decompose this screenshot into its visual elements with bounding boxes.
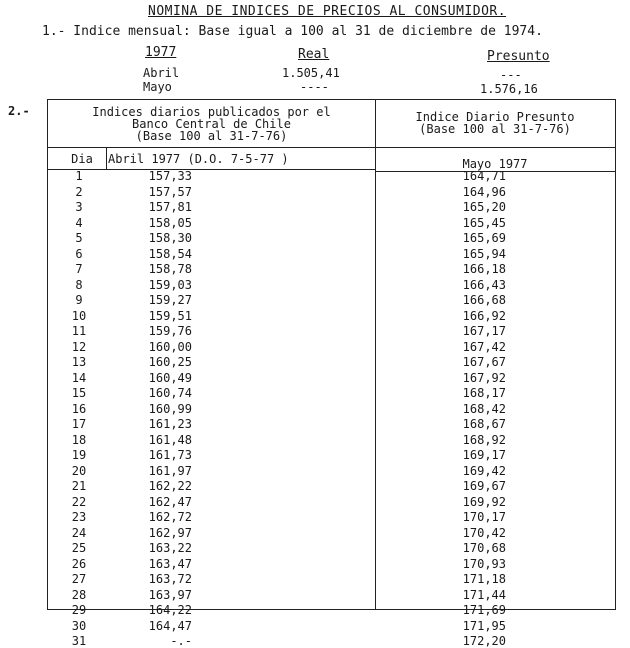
row-mayo-value: 171,95: [462, 618, 506, 633]
row-abril-value: 158,05: [148, 215, 192, 230]
section1-text: 1.- Indice mensual: Base igual a 100 al 31 de diciembre de 1974.: [42, 24, 543, 39]
row-dia-value: 19: [71, 448, 87, 462]
row-mayo-value: 165,20: [462, 200, 506, 214]
row-abril-value: 159,76: [148, 324, 192, 338]
row-dia-value: 28: [71, 587, 87, 602]
mayo-header: Mayo 1977: [462, 157, 528, 171]
row-dia-value: 4: [75, 215, 83, 230]
row-dia-value: 14: [71, 370, 87, 385]
row-abril-value: 158,30: [148, 231, 192, 245]
abril-real: 1.505,41: [282, 66, 340, 80]
row-abril-value: 158,54: [148, 246, 192, 261]
mayo-presunto: 1.576,16: [480, 82, 538, 96]
row-dia-value: 9: [75, 293, 83, 307]
month-abril: Abril: [143, 66, 180, 80]
row-dia-value: 13: [71, 355, 87, 369]
table-divider: [375, 100, 376, 609]
row-dia-value: 26: [71, 556, 87, 571]
row-dia-value: 8: [75, 277, 83, 292]
row-abril-value: 163,22: [148, 541, 192, 555]
row-dia-value: 6: [75, 246, 83, 261]
row-mayo-value: 169,17: [462, 448, 506, 462]
row-mayo-value: 167,17: [462, 324, 506, 338]
month-mayo: Mayo: [143, 80, 172, 94]
row-abril-value: 160,49: [148, 370, 192, 385]
row-mayo-value: 166,92: [462, 308, 506, 323]
row-mayo-value: 168,17: [462, 386, 506, 400]
abril-presunto: ---: [500, 68, 522, 82]
right-header-line2: (Base 100 al 31-7-76): [419, 122, 571, 136]
row-dia-value: 31: [71, 634, 87, 648]
row-mayo-value: 167,92: [462, 370, 506, 385]
row-mayo-value: 167,67: [462, 355, 506, 369]
left-header-line2: Banco Central de Chile: [132, 117, 291, 131]
row-abril-value: 161,97: [148, 463, 192, 478]
row-mayo-value: 171,44: [462, 587, 506, 602]
row-dia-value: 18: [71, 432, 87, 447]
row-mayo-value: 166,18: [462, 262, 506, 276]
row-mayo-value: 165,69: [462, 231, 506, 245]
row-dia-value: 10: [71, 308, 87, 323]
row-abril-value: 163,97: [148, 587, 192, 602]
row-dia-value: 17: [71, 417, 87, 431]
row-mayo-value: 172,20: [462, 634, 506, 648]
row-dia-value: 30: [71, 618, 87, 633]
row-dia-value: 29: [71, 603, 87, 617]
row-abril-value: 159,03: [148, 277, 192, 292]
row-mayo-value: 167,42: [462, 339, 506, 354]
row-abril-value: 161,23: [148, 417, 192, 431]
abril-header: Abril 1977 (D.O. 7-5-77 ): [108, 152, 289, 166]
header-rule: [48, 147, 615, 148]
col-year-header: 1977: [145, 45, 177, 60]
row-mayo-value: 169,67: [462, 479, 506, 493]
row-dia-value: 23: [71, 510, 87, 524]
row-mayo-value: 169,92: [462, 494, 506, 509]
row-mayo-value: 170,93: [462, 556, 506, 571]
left-header-line3: (Base 100 al 31-7-76): [135, 129, 288, 143]
row-mayo-value: 170,17: [462, 510, 506, 524]
row-mayo-value: 168,42: [462, 401, 506, 416]
row-abril-value: 160,25: [148, 355, 192, 369]
row-dia-value: 7: [75, 262, 83, 276]
mayo-real: ----: [300, 80, 329, 94]
left-header-line1: Indices diarios publicados por el: [92, 105, 331, 119]
row-dia-value: 22: [71, 494, 87, 509]
col-presunto-header: Presunto: [487, 49, 550, 64]
row-mayo-value: 165,94: [462, 246, 506, 261]
row-abril-value: 162,22: [148, 479, 192, 493]
row-mayo-value: 168,67: [462, 417, 506, 431]
row-dia-value: 11: [71, 324, 87, 338]
subheader-rule-left: [48, 169, 375, 170]
row-abril-value: 160,99: [148, 401, 192, 416]
row-abril-value: 159,27: [148, 293, 192, 307]
row-abril-value: 160,74: [148, 386, 192, 400]
row-dia-value: 16: [71, 401, 87, 416]
row-abril-value: 162,97: [148, 525, 192, 540]
row-dia-value: 21: [71, 479, 87, 493]
row-abril-value: 157,81: [148, 200, 192, 214]
row-dia-value: 5: [75, 231, 83, 245]
section2-marker: 2.-: [8, 104, 30, 118]
row-dia-value: 24: [71, 525, 87, 540]
row-abril-value: 162,47: [148, 494, 192, 509]
row-dia-value: 1: [75, 169, 83, 183]
row-dia-value: 12: [71, 339, 87, 354]
row-dia-value: 15: [71, 386, 87, 400]
row-dia-value: 27: [71, 572, 87, 586]
row-abril-value: 157,57: [148, 184, 192, 199]
row-mayo-value: 170,68: [462, 541, 506, 555]
row-abril-value: 157,33: [148, 169, 192, 183]
row-mayo-value: 171,69: [462, 603, 506, 617]
row-abril-value: 164,47: [148, 618, 192, 633]
row-mayo-value: 171,18: [462, 572, 506, 586]
row-abril-value: 163,47: [148, 556, 192, 571]
dia-divider: [106, 147, 107, 169]
row-abril-value: 161,73: [148, 448, 192, 462]
row-mayo-value: 166,68: [462, 293, 506, 307]
row-abril-value: 161,48: [148, 432, 192, 447]
row-mayo-value: 165,45: [462, 215, 506, 230]
indices-table: [47, 99, 616, 648]
row-abril-value: 164,22: [148, 603, 192, 617]
document-title: NOMINA DE INDICES DE PRECIOS AL CONSUMIDOR.: [148, 4, 507, 19]
row-abril-value: 159,51: [148, 308, 192, 323]
row-mayo-value: 170,42: [462, 525, 506, 540]
dia-header: Dia: [71, 152, 93, 166]
row-dia-value: 2: [75, 184, 83, 199]
row-abril-value: 163,72: [148, 572, 192, 586]
right-header-line1: Indice Diario Presunto: [415, 110, 575, 124]
row-mayo-value: 169,42: [462, 463, 506, 478]
row-mayo-value: 166,43: [462, 277, 506, 292]
row-abril-value: 162,72: [148, 510, 192, 524]
col-real-header: Real: [298, 47, 330, 62]
row-abril-value: 160,00: [148, 339, 192, 354]
row-abril-value: -.-: [170, 634, 192, 648]
row-mayo-value: 168,92: [462, 432, 506, 447]
row-mayo-value: 164,96: [462, 184, 506, 199]
row-dia-value: 25: [71, 541, 87, 555]
row-abril-value: 158,78: [148, 262, 192, 276]
row-mayo-value: 164,71: [462, 169, 506, 183]
row-dia-value: 20: [71, 463, 87, 478]
row-dia-value: 3: [75, 200, 83, 214]
